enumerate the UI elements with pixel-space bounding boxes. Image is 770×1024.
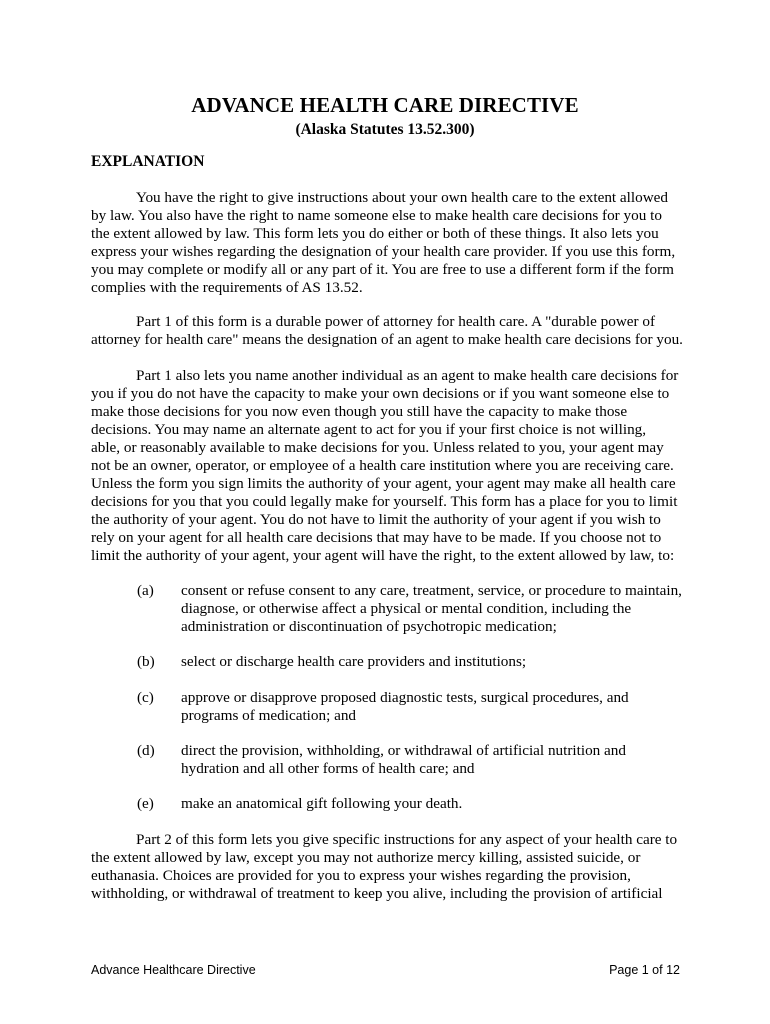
paragraph-2 [91,313,691,349]
list-item-line: administration or discontinuation of psychotropic medication; [181,618,557,635]
list-item-line: direct the provision, withholding, or withdrawal of artificial nutrition and [181,742,626,759]
paragraph-line: you if you do not have the capacity to make your own decisions or if you want someone else to [91,385,670,402]
list-item-text [181,689,696,725]
list-item-label: (b) [137,653,155,670]
paragraph-line: decisions. You may name an alternate agent to act for you if your first choice is not willing, [91,421,647,438]
paragraph-line: euthanasia. Choices are provided for you to express your wishes regarding the provision, [91,867,631,884]
paragraph-line: attorney for health care" means the designation of an agent to make health care decisions for you. [91,331,683,348]
list-item-label: (c) [137,689,154,706]
paragraph-line: by law. You also have the right to name someone else to make health care decisions for you to [91,207,662,224]
paragraph-line: Part 2 of this form lets you give specific instructions for any aspect of your health care to [136,831,678,848]
paragraph-line: decisions for you that you could legally make for yourself. This form has a place for you to limit [91,493,678,510]
list-item-line: diagnose, or otherwise affect a physical or mental condition, including the [181,600,632,617]
paragraph-line: You have the right to give instructions about your own health care to the extent allowed [136,189,669,206]
section-heading: EXPLANATION [91,153,205,170]
list-item-line: consent or refuse consent to any care, treatment, service, or procedure to maintain, [181,582,682,599]
paragraph-line: make those decisions for you now even though you still have the capacity to make those [91,403,628,420]
paragraph-line: not be an owner, operator, or employee of a health care institution where you are receiving care. [91,457,674,474]
document-subtitle: (Alaska Statutes 13.52.300) [295,121,475,138]
paragraph-line: limit the authority of your agent, your agent will have the right, to the extent allowed by law, to: [91,547,675,564]
list-item-line: make an anatomical gift following your death. [181,795,463,812]
paragraph-line: express your wishes regarding the designation of your health care provider. If you use this form, [91,243,676,260]
list-item-label: (e) [137,795,154,812]
list-item-line: programs of medication; and [181,707,357,724]
paragraph-line: you may complete or modify all or any part of it. You are free to use a different form if the form [91,261,674,278]
list-item-text [181,653,696,671]
paragraph-line: the extent allowed by law. This form lets you do either or both of these things. It also lets you [91,225,659,242]
list-item-line: select or discharge health care providers and institutions; [181,653,527,670]
paragraph-line: the authority of your agent. You do not have to limit the authority of your agent if you wish to [91,511,661,528]
list-item-line: hydration and all other forms of health care; and [181,760,475,777]
footer-page-number: Page 1 of 12 [609,963,680,977]
paragraph-line: the extent allowed by law, except you may not authorize mercy killing, assisted suicide, or [91,849,641,866]
paragraph-1 [91,189,691,297]
footer-document-name: Advance Healthcare Directive [91,963,256,977]
paragraph-line: Part 1 of this form is a durable power of attorney for health care. A "durable power of [136,313,656,330]
list-item-text [181,582,696,636]
paragraph-3 [91,367,691,565]
list-item-line: approve or disapprove proposed diagnostic tests, surgical procedures, and [181,689,629,706]
list-item-text [181,742,696,778]
list-item-label: (a) [137,582,154,599]
paragraph-line: Unless the form you sign limits the authority of your agent, your agent may make all health care [91,475,676,492]
paragraph-line: able, or reasonably available to make decisions for you. Unless related to you, your agent may [91,439,664,456]
paragraph-line: withholding, or withdrawal of treatment to keep you alive, including the provision of artificial [91,885,663,902]
list-item-text [181,795,696,813]
paragraph-line: rely on your agent for all health care decisions that may have to be made. If you choose not to [91,529,662,546]
paragraph-line: Part 1 also lets you name another individual as an agent to make health care decisions for [136,367,679,384]
paragraph-line: complies with the requirements of AS 13.52. [91,279,363,296]
list-item-label: (d) [137,742,155,759]
paragraph-4 [91,831,691,903]
document-title: ADVANCE HEALTH CARE DIRECTIVE [191,93,579,117]
